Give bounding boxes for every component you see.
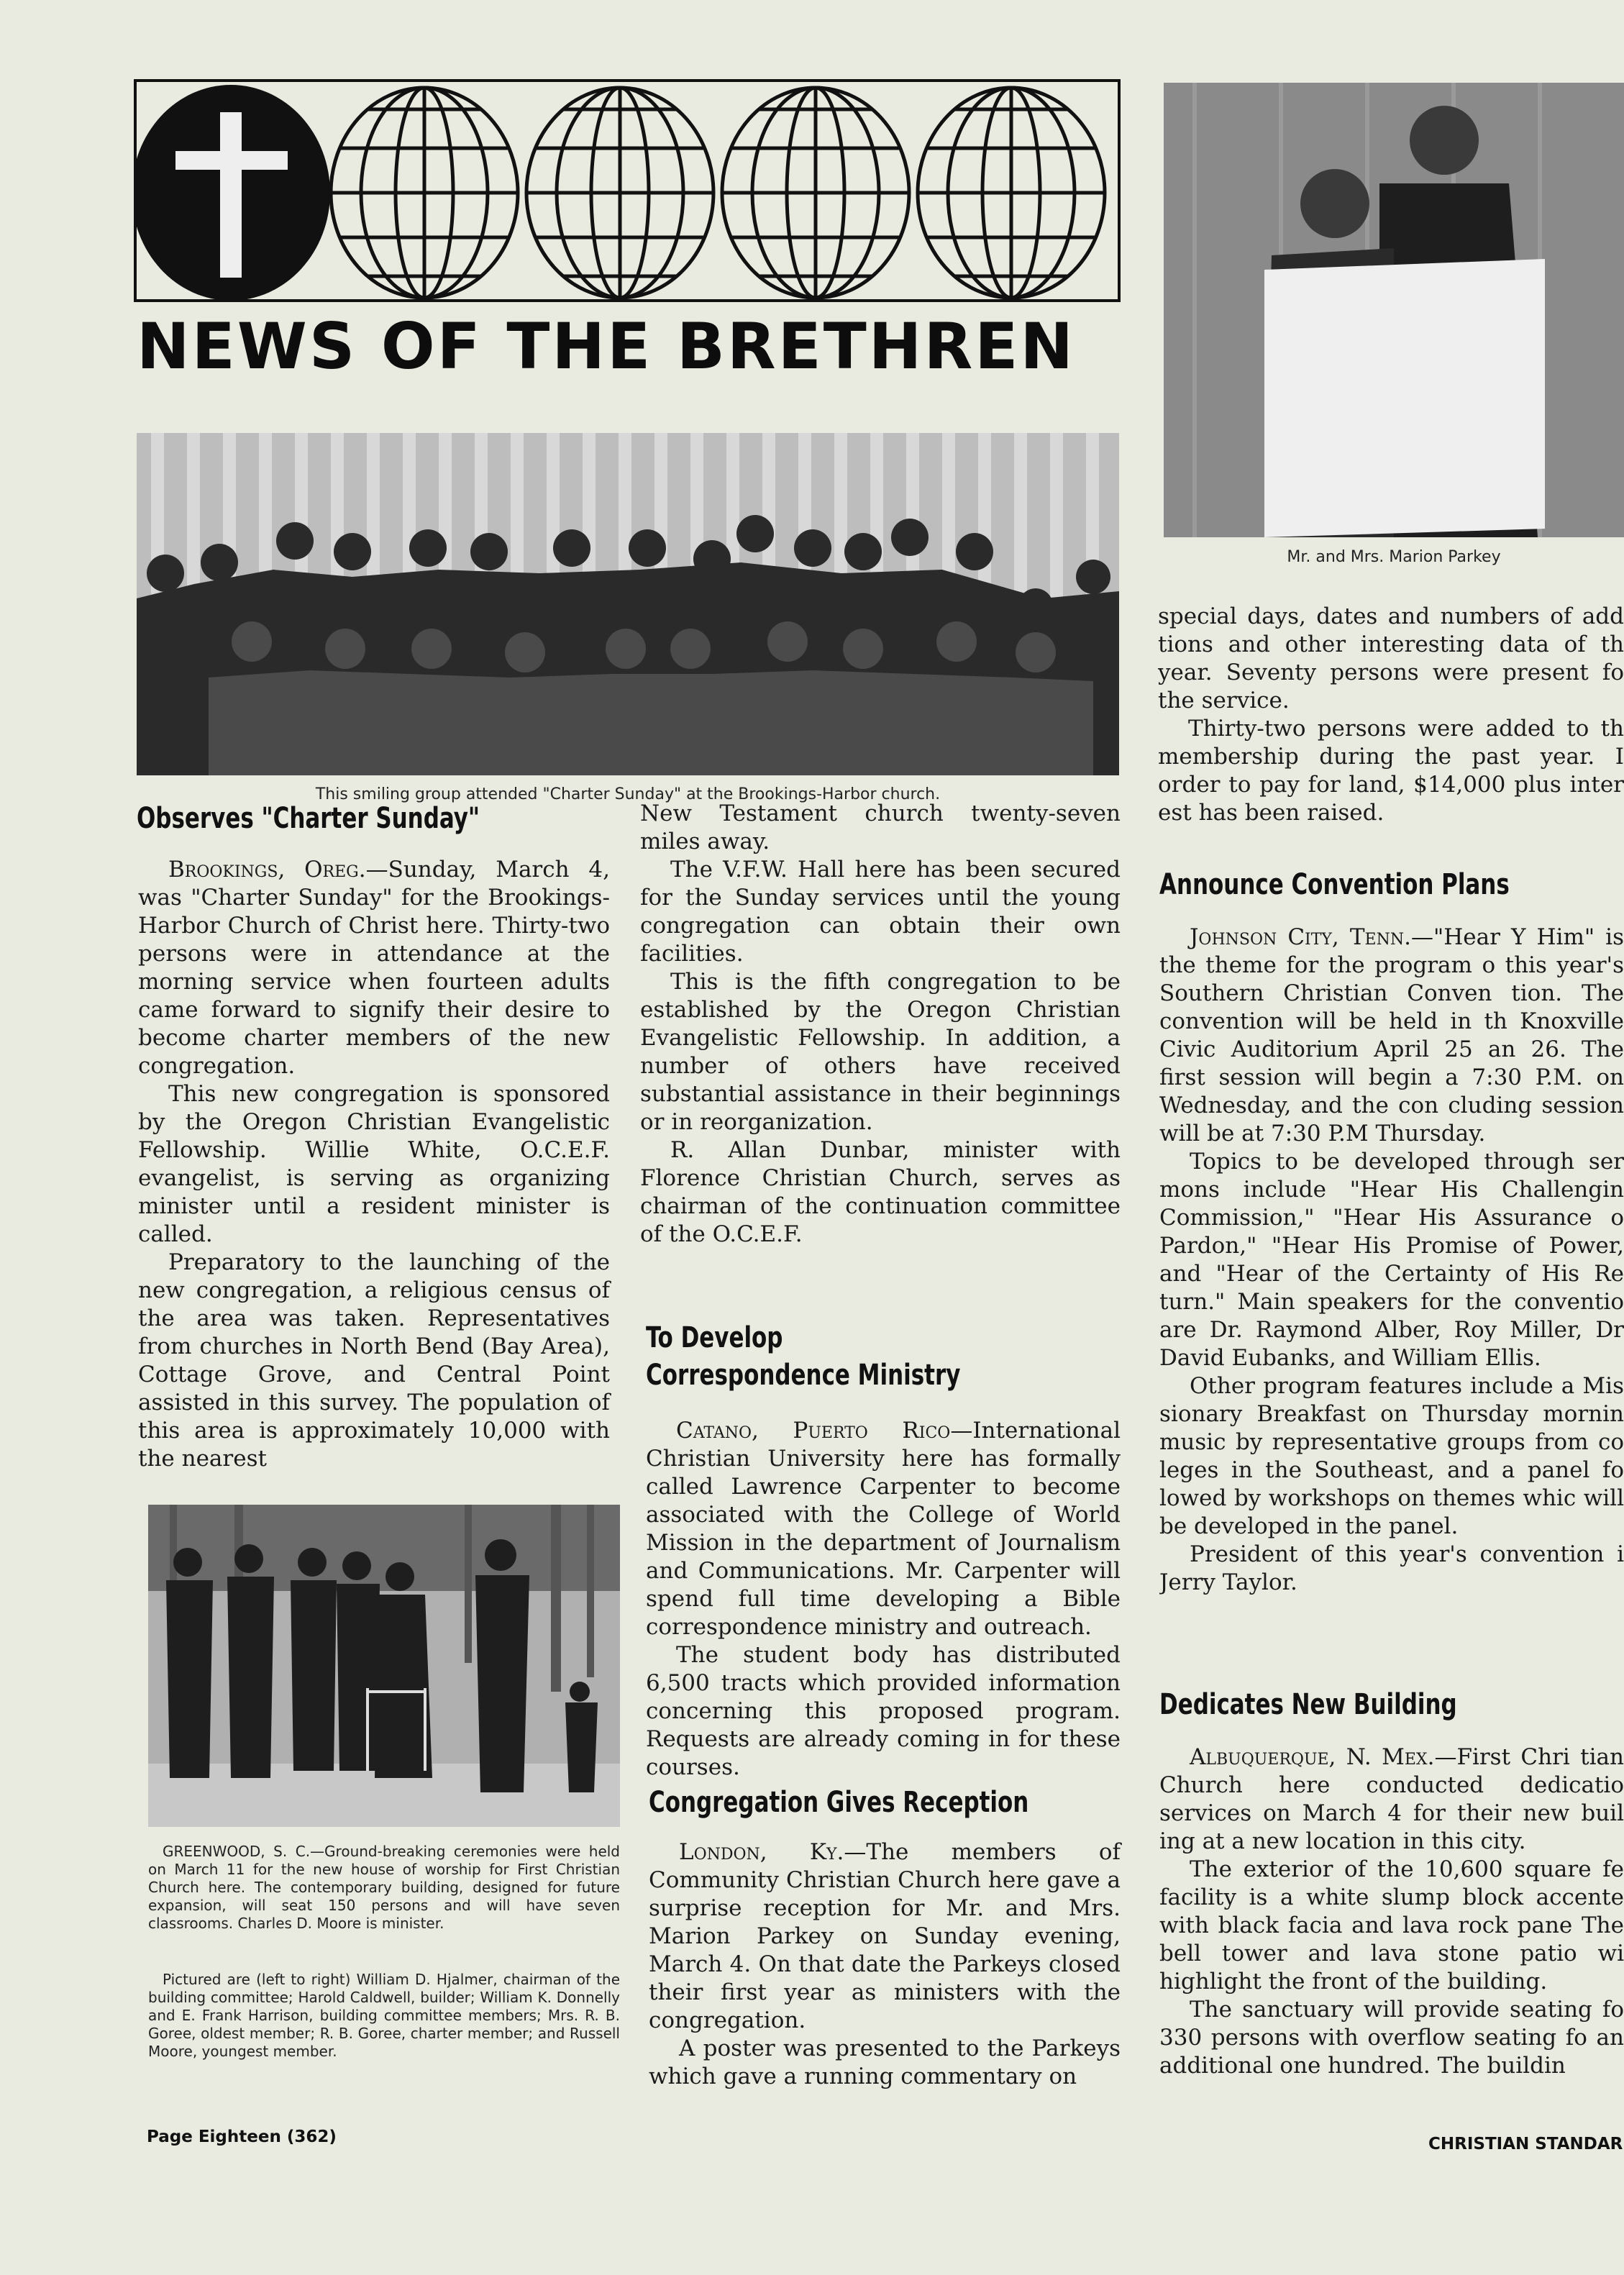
parkey-photo-caption: Mr. and Mrs. Marion Parkey (1287, 548, 1501, 566)
masthead-banner (134, 79, 1121, 302)
building-text (1159, 1743, 1624, 2080)
column-1-text (138, 856, 610, 1473)
charter-paragraph-2: This new congregation is sponsored by the Oregon Christian Evangelistic Fellowship. Willie White, O.C.E.F. evangelist, is serving as organizing minister until a resident minister is called. (138, 1081, 610, 1247)
headline-congregation-reception: Congregation Gives Reception (649, 1786, 1029, 1819)
reception-continued-2: Thirty-two persons were added to th membership during the past year. I order to pay for land, $14,000 plus inter est has been raised. (1158, 716, 1624, 826)
correspondence-paragraph-2: The student body has distributed 6,500 tracts which provided information concerning this proposed program. Requests are already coming in for these courses. (646, 1642, 1121, 1780)
building-paragraph-3: The sanctuary will provide seating fo 330 persons with overflow seating fo an additional one hundred. The buildin (1159, 1997, 1624, 2079)
building-paragraph-1: Albuquerque, N. Mex.—First Chri tian Church here conducted dedicatio services on March 4 for their new buil ing at a new location in this city. (1159, 1744, 1624, 1854)
reception-paragraph-2: A poster was presented to the Parkeys which gave a running commentary on (649, 2035, 1121, 2089)
masthead-title: NEWS OF THE BRETHREN (137, 309, 1075, 383)
greenwood-caption-2: Pictured are (left to right) William D. Hjalmer, chairman of the building committee; Harold Caldwell, builder; William K. Donnelly and E. Frank Harrison, building committee members; Mrs. R. B. Goree, oldest member; R. B. Goree, charter member; and Russell Moore, youngest member. (148, 1971, 620, 2060)
charter-continued-4: R. Allan Dunbar, minister with Florence Christian Church, serves as chairman of the continuation committee of the O.C.E.F. (640, 1137, 1121, 1247)
convention-paragraph-1: Johnson City, Tenn.—"Hear Y Him" is the theme for the program o this year's Southern Christian Conven tion. The convention will be held in th Knoxville Civic Auditorium April 25 an 26. The first session will begin a 7:30 P.M. on Wednesday, and the con cluding session will be at 7:30 P.M Thursday. (1159, 924, 1624, 1146)
reception-paragraph-1: London, Ky.—The members of Community Christian Church here gave a surprise reception for Mr. and Mrs. Marion Parkey on Sunday evening, March 4. On that date the Parkeys closed their first year as ministers with the congregation. (649, 1839, 1121, 2033)
headline-charter-sunday: Observes "Charter Sunday" (137, 802, 480, 835)
cross-globes-graphic (134, 79, 1121, 302)
group-photo-caption: This smiling group attended "Charter Sunday" at the Brookings-Harbor church. (315, 785, 941, 803)
headline-correspondence-ministry: Correspondence Ministry (646, 1359, 961, 1392)
reception-continued-1: special days, dates and numbers of add tions and other interesting data of th year. Seventy persons were present fo the service. (1158, 603, 1624, 713)
convention-paragraph-2: Topics to be developed through ser mons include "Hear His Challengin Commission," "Hear His Assurance o Pardon," "Hear His Promise of Power, and "Hear of the Certainty of His Re turn." Main speakers for the conventio are Dr. Raymond Alber, Roy Miller, Dr David Eubanks, and William Ellis. (1159, 1149, 1624, 1371)
headline-convention-plans: Announce Convention Plans (1159, 868, 1510, 901)
column-3-top-text (1158, 603, 1624, 827)
column-2-top-text (640, 800, 1121, 1249)
correspondence-text (646, 1417, 1121, 1782)
group-photo (137, 433, 1119, 775)
convention-paragraph-3: Other program features include a Mis sionary Breakfast on Thursday mornin music by representative groups from co leges in the Southeast, and a panel fo lowed by workshops on themes whic will be developed in the panel. (1159, 1373, 1624, 1539)
headline-to-develop: To Develop (646, 1321, 783, 1354)
charter-paragraph-3: Preparatory to the launching of the new congregation, a religious census of the area was taken. Representatives from churches in North Bend (Bay Area), Cottage Grove, and Central Point assisted in this survey. The population of this area is approximately 10,000 with the nearest (138, 1249, 610, 1472)
greenwood-photo (148, 1505, 620, 1827)
charter-continued-1: New Testament church twenty-seven miles away. (640, 801, 1121, 854)
charter-continued-2: The V.F.W. Hall here has been secured for the Sunday services until the young congregation can obtain their own facilities. (640, 857, 1121, 967)
greenwood-caption-1: GREENWOOD, S. C.—Ground-breaking ceremonies were held on March 11 for the new house of worship for First Christian Church here. The contemporary building, designed for future expansion, will seat 150 persons and will have seven classrooms. Charles D. Moore is minister. (148, 1843, 620, 1932)
headline-dedicates-building: Dedicates New Building (1159, 1688, 1457, 1721)
building-paragraph-2: The exterior of the 10,600 square fe facility is a white slump block accente with black facia and lava rock pane The bell tower and lava stone patio wi highlight the front of the building. (1159, 1856, 1624, 1994)
publication-name: CHRISTIAN STANDAR (1428, 2135, 1623, 2153)
charter-continued-3: This is the fifth congregation to be established by the Oregon Christian Evangelistic Fellowship. In addition, a number of others have received substantial assistance in their beginnings or in reorganization. (640, 969, 1121, 1135)
correspondence-paragraph-1: Catano, Puerto Rico—International Christian University here has formally called Lawrence Carpenter to become associated with the College of World Mission in the department of Journalism and Communications. Mr. Carpenter will spend full time developing a Bible correspondence ministry and outreach. (646, 1418, 1121, 1640)
parkey-photo (1164, 83, 1624, 537)
convention-text (1159, 924, 1624, 1597)
page-number: Page Eighteen (362) (147, 2128, 337, 2146)
reception-text (649, 1838, 1121, 2091)
convention-paragraph-4: President of this year's convention i Jerry Taylor. (1159, 1541, 1624, 1595)
charter-paragraph-1: Brookings, Oreg.—Sunday, March 4, was "Charter Sunday" for the Brookings-Harbor Church of Christ here. Thirty-two persons were in attendance at the morning service when fourteen adults came forward to signify their desire to become charter members of the new congregation. (138, 857, 610, 1079)
